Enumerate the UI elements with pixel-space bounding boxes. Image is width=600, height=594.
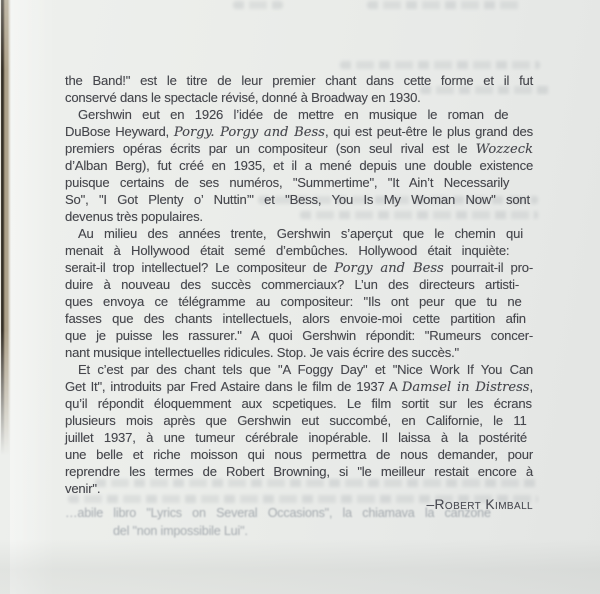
text-line bbox=[65, 208, 533, 225]
text-segment: , bbox=[529, 379, 533, 394]
text-segment: serait-il trop intellectuel? Le compositeur de bbox=[65, 260, 335, 275]
page-shadow bbox=[0, 539, 600, 594]
text-segment: plusieurs mois après que Gershwin eut succombé, en Californie, le 11 bbox=[65, 413, 527, 428]
text-segment: que je puisse les rassurer." A quoi Gershwin répondit: "Rumeurs concer- bbox=[65, 328, 534, 343]
text-segment: nant musique intellectuelles ridicules. Stop. Je vais écrire des succès." bbox=[65, 345, 459, 360]
text-line bbox=[65, 480, 533, 497]
text-line bbox=[65, 361, 533, 378]
text-line bbox=[65, 276, 533, 293]
show-through-smudge bbox=[367, 1, 522, 9]
text-segment: Gershwin eut en 1926 l’idée de mettre en musique le roman de bbox=[78, 107, 509, 122]
text-segment: qu’il répondit éloquemment aux scpetiques. Le film sortit sur les écrans bbox=[65, 396, 532, 411]
text-line bbox=[65, 72, 533, 89]
bleed-through-line: del "non impossibile Lui". bbox=[113, 524, 248, 538]
text-line bbox=[65, 463, 533, 480]
text-line bbox=[65, 310, 533, 327]
body-text bbox=[65, 72, 533, 497]
text-segment: duire à nouveau des succès commerciaux? L’un des directeurs artisti- bbox=[65, 277, 520, 292]
text-segment: fasses que des chants intellectuels, alors envoie-moi cette partition afin bbox=[65, 311, 526, 326]
text-segment: the Band!" est le titre de leur premier chant dans cette forme et il fut bbox=[65, 73, 534, 88]
text-line bbox=[65, 344, 533, 361]
book-spine-edge bbox=[0, 0, 12, 470]
text-segment: Au milieu des années trente, Gershwin s’aperçut que le chemin qui bbox=[78, 226, 523, 241]
text-line bbox=[65, 327, 533, 344]
author-attribution-label: –Robert Kimball bbox=[426, 497, 533, 512]
italic-title: Damsel in Distress bbox=[401, 380, 530, 395]
text-segment: juillet 1937, à une tumeur cérébrale inopérable. Il laissa à la postérité bbox=[65, 430, 527, 445]
text-segment: reprendre les termes de Robert Browning, si "le meilleur restait encore à bbox=[65, 464, 533, 479]
text-line bbox=[65, 259, 533, 276]
text-segment: premiers opéras écrits par un compositeur (son seul rival est le bbox=[65, 141, 476, 156]
text-segment: conservé dans le spectacle révisé, donné à Broadway en 1930. bbox=[65, 90, 421, 105]
text-segment: d’Alban Berg), fut créé en 1935, et il a mené depuis une double existence bbox=[65, 158, 534, 173]
italic-title: Porgy. Porgy and Bess bbox=[173, 125, 325, 140]
show-through-smudge bbox=[233, 1, 283, 9]
text-line bbox=[65, 446, 533, 463]
text-segment: devenus très populaires. bbox=[65, 209, 203, 224]
text-line bbox=[65, 225, 533, 242]
text-line bbox=[65, 89, 533, 106]
text-line bbox=[65, 123, 533, 140]
text-line bbox=[65, 412, 533, 429]
text-segment: une belle et riche moisson qui nous permettra de nous demander, pour bbox=[65, 447, 533, 462]
italic-title: Wozzeck bbox=[475, 142, 534, 157]
text-segment: Get It", introduits par Fred Astaire dans le film de 1937 A bbox=[65, 379, 402, 394]
text-segment: Et c’est par des chant tels que "A Foggy Day" et "Nice Work If You Can bbox=[78, 362, 534, 377]
text-line bbox=[65, 429, 533, 446]
text-line bbox=[65, 140, 533, 157]
text-segment: menait à Hollywood était semé d’embûches. Hollywood était inquiète: bbox=[65, 243, 510, 258]
text-segment: venir". bbox=[65, 481, 101, 496]
text-line bbox=[65, 106, 533, 123]
text-segment: pourrait-il pro- bbox=[443, 260, 534, 275]
text-segment: , qui est peut-être le plus grand des bbox=[324, 124, 533, 139]
page-curvature-highlight bbox=[10, 0, 55, 594]
text-line bbox=[65, 242, 533, 259]
italic-title: Porgy and Bess bbox=[334, 261, 444, 276]
text-line bbox=[65, 191, 533, 208]
text-segment: DuBose Heyward, bbox=[65, 124, 174, 139]
text-segment: So", "I Got Plenty o’ Nuttin’" et "Bess, You Is My Woman Now" sont bbox=[65, 192, 530, 207]
text-segment: ques envoya ce télégramme au compositeur: "Ils ont peur que tu ne bbox=[65, 294, 522, 309]
text-line bbox=[65, 174, 533, 191]
text-segment: puisque certains de ses numéros, "Summertime", "It Ain’t Necessarily bbox=[65, 175, 510, 190]
text-line bbox=[65, 157, 533, 174]
show-through-smudge bbox=[340, 61, 540, 69]
text-line bbox=[65, 293, 533, 310]
text-line bbox=[65, 395, 533, 412]
bleed-through-line: …abile libro "Lyrics on Several Occasions", la chiamava la canzone bbox=[65, 506, 491, 520]
text-line bbox=[65, 378, 533, 395]
